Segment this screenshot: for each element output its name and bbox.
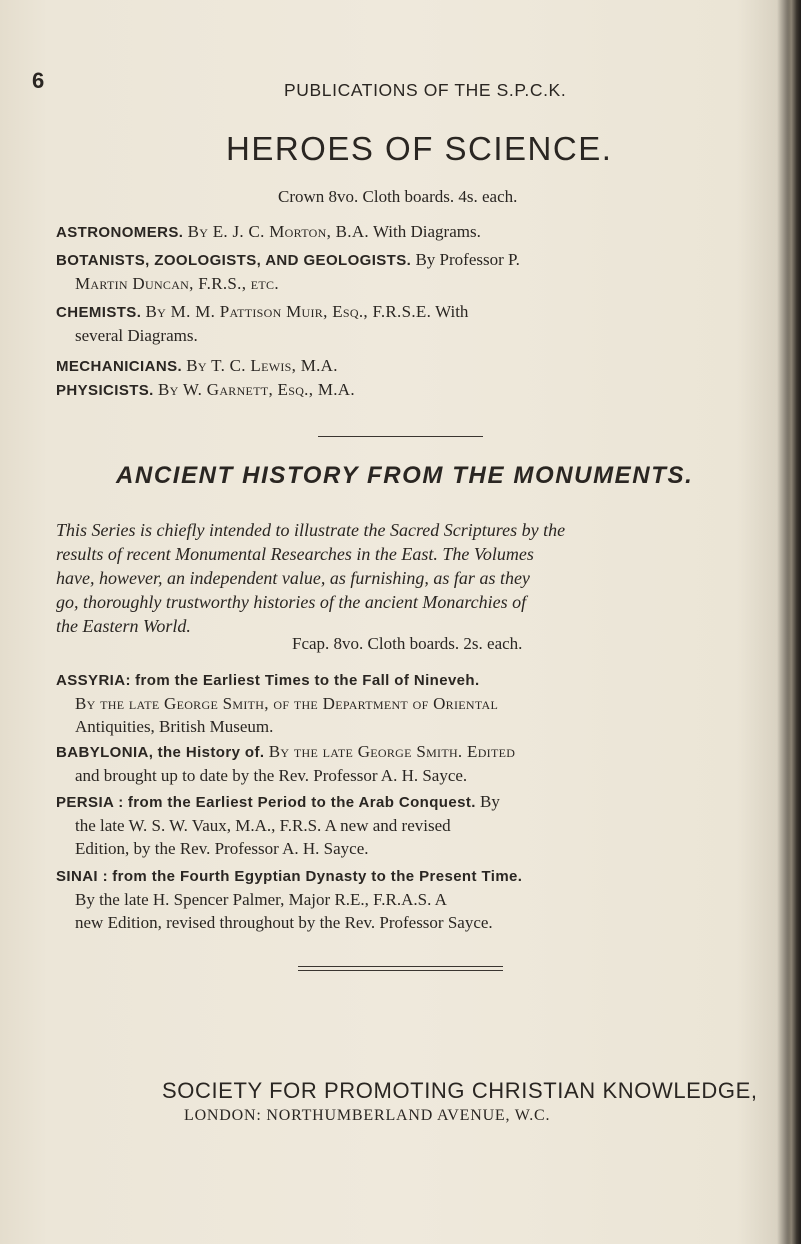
- entry-subtitle: the History of.: [157, 744, 265, 761]
- entry-assyria: [56, 668, 498, 738]
- entry-line: By the late George Smith, of the Department of Oriental: [75, 694, 499, 713]
- imprint-rule-bottom: [298, 970, 503, 971]
- entry-babylonia: [56, 740, 515, 787]
- intro-line: This Series is chiefly intended to illustrate the Sacred Scriptures by the: [56, 520, 566, 540]
- section-title-ancient: ANCIENT HISTORY FROM THE MONUMENTS.: [116, 462, 694, 489]
- page-edge-shadow: [787, 0, 801, 1244]
- entry-author: By W. Garnett, Esq., M.A.: [158, 380, 355, 399]
- entry-line: Antiquities, British Museum.: [75, 717, 274, 736]
- entry-key: PERSIA :: [56, 794, 124, 811]
- publisher-address: LONDON: NORTHUMBERLAND AVENUE, W.C.: [184, 1107, 551, 1124]
- entry-key: BOTANISTS, ZOOLOGISTS, AND GEOLOGISTS.: [56, 252, 412, 269]
- entry-key: CHEMISTS.: [56, 304, 142, 321]
- entry-line: Edition, by the Rev. Professor A. H. Sayce.: [75, 839, 369, 858]
- imprint-rule-top: [298, 966, 503, 967]
- ancient-format: Fcap. 8vo. Cloth boards. 2s. each.: [292, 634, 523, 653]
- entry-line: and brought up to date by the Rev. Professor A. H. Sayce.: [75, 766, 468, 785]
- entry-author: By E. J. C. Morton, B.A.: [187, 222, 369, 241]
- entry-author: By the late George Smith. Edited: [268, 742, 516, 761]
- entry-sinai: [56, 864, 522, 934]
- entry-botanists: [56, 248, 520, 295]
- entry-subtitle: from the Earliest Times to the Fall of Nineveh.: [135, 672, 480, 689]
- section-divider: [318, 436, 483, 437]
- entry-line: new Edition, revised throughout by the Rev. Professor Sayce.: [75, 913, 493, 932]
- entry-chemists: [56, 300, 468, 347]
- publisher-name: SOCIETY FOR PROMOTING CHRISTIAN KNOWLEDGE,: [162, 1078, 758, 1103]
- entry-key: ASTRONOMERS.: [56, 224, 184, 241]
- entry-subtitle: from the Fourth Egyptian Dynasty to the Present Time.: [112, 868, 523, 885]
- ancient-intro: [56, 518, 565, 638]
- entry-note-cont: several Diagrams.: [75, 326, 198, 345]
- entry-astronomers: [56, 220, 481, 244]
- section-title-heroes: HEROES OF SCIENCE.: [226, 130, 613, 167]
- intro-line: results of recent Monumental Researches in the East. The Volumes: [56, 544, 534, 564]
- entry-author: By Professor P.: [415, 250, 520, 269]
- entry-key: SINAI :: [56, 868, 108, 885]
- entry-subtitle: from the Earliest Period to the Arab Conquest.: [127, 794, 476, 811]
- running-head: PUBLICATIONS OF THE S.P.C.K.: [284, 80, 567, 100]
- entry-note: With: [435, 302, 469, 321]
- entry-line: the late W. S. W. Vaux, M.A., F.R.S. A new and revised: [75, 816, 451, 835]
- entry-key: ASSYRIA:: [56, 672, 131, 689]
- entry-note: With Diagrams.: [372, 222, 481, 241]
- entry-key: PHYSICISTS.: [56, 382, 154, 399]
- intro-line: go, thoroughly trustworthy histories of the ancient Monarchies of: [56, 592, 527, 612]
- intro-line: have, however, an independent value, as furnishing, as far as they: [56, 568, 530, 588]
- entry-key: BABYLONIA,: [56, 744, 154, 761]
- entry-author: By M. M. Pattison Muir, Esq., F.R.S.E.: [145, 302, 432, 321]
- entry-mechanicians: [56, 354, 338, 378]
- entry-key: MECHANICIANS.: [56, 358, 183, 375]
- entry-author: By T. C. Lewis, M.A.: [186, 356, 338, 375]
- entry-physicists: [56, 378, 355, 402]
- entry-author: By: [480, 792, 500, 811]
- intro-line: the Eastern World.: [56, 616, 191, 636]
- page-number: 6: [32, 68, 45, 93]
- heroes-format: Crown 8vo. Cloth boards. 4s. each.: [278, 187, 518, 206]
- entry-persia: [56, 790, 500, 860]
- entry-author-cont: Martin Duncan, F.R.S., etc.: [75, 274, 279, 293]
- entry-line: By the late H. Spencer Palmer, Major R.E., F.R.A.S. A: [75, 890, 447, 909]
